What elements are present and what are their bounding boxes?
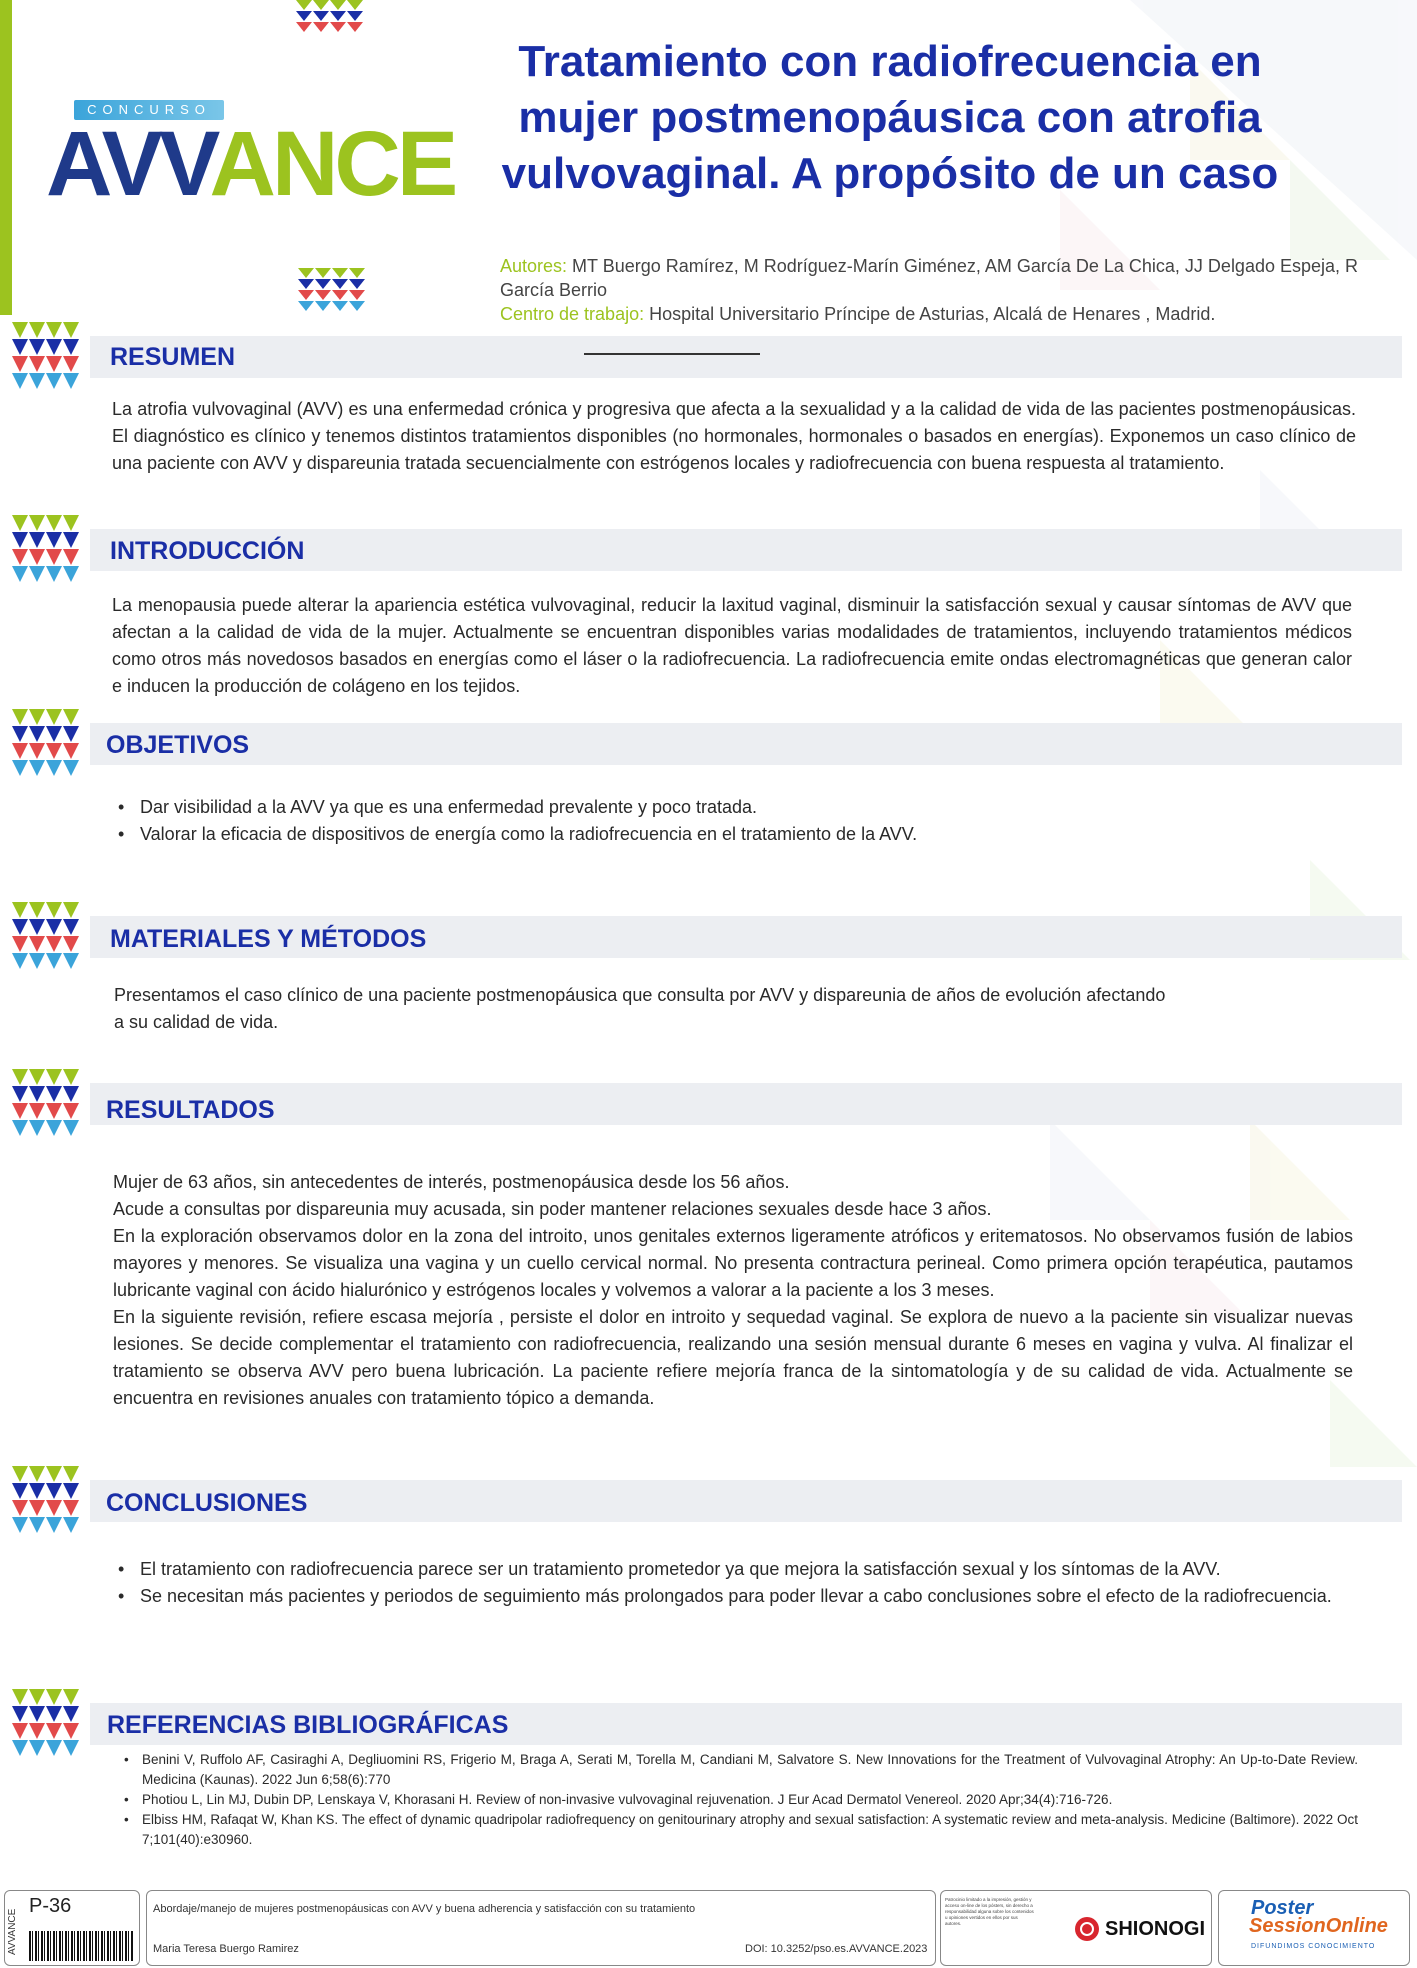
section-title-referencias: REFERENCIAS BIBLIOGRÁFICAS — [107, 1711, 509, 1739]
conclusiones-list — [112, 1556, 1352, 1610]
introduccion-text: La menopausia puede alterar la apariencia estética vulvovaginal, reducir la laxitud vaginal, disminuir la satisfacción sexual y causar síntomas de AVV que afectan a la calidad de vida de la mujer. Actualmente se encuentran disponibles varias modalidades de tratamientos, incluyendo tratamientos médicos como otros más novedosos basados en energías como el láser o la radiofrecuencia. La radiofrecuencia emite ondas electromagnéticas que generan calor e inducen la producción de colágeno en los tejidos. — [112, 595, 1352, 696]
section-title-introduccion: INTRODUCCIÓN — [110, 537, 305, 565]
center-label: Centro de trabajo: — [500, 304, 645, 324]
resultados-text: Mujer de 63 años, sin antecedentes de interés, postmenopáusica desde los 56 años. Acude a consultas por dispareunia muy acusada, sin poder mantener relaciones sexuales desde hace 3 años. En la exploración observamos dolor en la zona del introito, unos genitales externos ligeramente atróficos y eritematosos. No observamos fusión de labios mayores y menores. Se visualiza una vagina y un cuello cervical normal. No presenta contractura perineal. Como primera opción terapéutica, pautamos lubricante vaginal con ácido hialurónico y estrógenos locales y volvemos a valorar a la paciente a los 3 meses. En la siguiente revisión, refiere escasa mejoría , persiste el dolor en introito y sequedad vaginal. Se explora de nuevo a la paciente sin visualizar nuevas lesiones. Se decide complementar el tratamiento con radiofrecuencia, realizando una sesión mensual durante 6 meses en vagina y vulva. Al finalizar el tratamiento se observa AVV pero buena lubricación. La paciente refiere mejoría franca de la sintomatología y de su calidad de vida. Actualmente se encuentra en revisiones anuales con tratamiento tópico a demanda. — [113, 1172, 1353, 1408]
triangle-pattern-icon — [12, 515, 82, 585]
referencias-list — [118, 1750, 1358, 1850]
section-title-materiales: MATERIALES Y MÉTODOS — [110, 925, 427, 953]
list-item: • Se necesitan más pacientes y periodos de seguimiento más prolongados para poder llevar a cabo conclusiones sobre el efecto de la radiofrecuencia. — [112, 1583, 1352, 1610]
list-item: • Valorar la eficacia de dispositivos de energía como la radiofrecuencia en el tratamiento de la AVV. — [112, 821, 1352, 848]
triangle-pattern-icon — [12, 902, 82, 972]
sponsor-note: Patrocinio limitado a la impresión, gestión y acceso on-line de los pósters, sin derecho a responsabilidad alguna sobre los contenidos u opiniones vertidos en ellos por sus autores. — [945, 1897, 1034, 1926]
list-item: • Benini V, Ruffolo AF, Casiraghi A, Degliuomini RS, Frigerio M, Braga A, Serati M, Torella M, Candiani M, Salvatore S. New Innovations for the Treatment of Vulvovaginal Atrophy: An Up-to-Date Review. Medicina (Kaunas). 2022 Jun 6;58(6):770 — [118, 1750, 1358, 1790]
triangle-pattern-icon — [12, 1069, 82, 1139]
triangle-pattern-icon — [12, 322, 82, 392]
triangle-pattern-icon — [296, 0, 364, 32]
section-bar-objetivos — [90, 723, 1402, 765]
section-bar-resumen — [90, 336, 1402, 378]
center-name: Hospital Universitario Príncipe de Asturias, Alcalá de Henares , Madrid. — [644, 304, 1216, 324]
authors-block — [500, 254, 1380, 326]
section-title-conclusiones: CONCLUSIONES — [106, 1489, 308, 1517]
authors-label: Autores: — [500, 256, 568, 276]
barcode — [29, 1931, 133, 1961]
poster-subtitle: Abordaje/manejo de mujeres postmenopáusicas con AVV y buena adherencia y satisfacción con su tratamiento — [153, 1903, 696, 1915]
list-item: • El tratamiento con radiofrecuencia parece ser un tratamiento prometedor ya que mejora la satisfacción sexual y los síntomas de la AVV. — [112, 1556, 1352, 1583]
materiales-text: Presentamos el caso clínico de una paciente postmenopáusica que consulta por AVV y dispareunia de años de evolución afectando a su calidad de vida. — [114, 985, 1166, 1032]
section-title-resumen: RESUMEN — [110, 343, 236, 371]
poster-id-box — [4, 1890, 140, 1966]
resumen-text: La atrofia vulvovaginal (AVV) es una enfermedad crónica y progresiva que afecta a la sexualidad y a la calidad de vida de las pacientes postmenopáusicas. El diagnóstico es clínico y tenemos distintos tratamientos disponibles (no hormonales, hormonales o basados en energías). Exponemos un caso clínico de una paciente con AVV y dispareunia tratada secuencialmente con estrógenos locales y radiofrecuencia con buena respuesta al tratamiento. — [112, 399, 1356, 473]
triangle-pattern-icon — [12, 709, 82, 779]
poster-title: Tratamiento con radiofrecuencia en mujer postmenopáusica con atrofia vulvovaginal. A propósito de un caso — [501, 37, 1279, 198]
logo-tagline: CONCURSO — [74, 100, 224, 120]
pso-box — [1218, 1890, 1410, 1966]
shionogi-icon — [1075, 1917, 1099, 1941]
avvance-logo: AVVANCE — [46, 113, 455, 215]
triangle-pattern-icon — [12, 1466, 82, 1536]
pso-logo-a: Poster — [1251, 1897, 1314, 1919]
authors-names: MT Buergo Ramírez, M Rodríguez-Marín Giménez, AM García De La Chica, JJ Delgado Espeja, R García Berrio — [500, 256, 1359, 300]
poster-id: P-36 — [29, 1895, 72, 1917]
accent-bar — [0, 0, 12, 315]
triangle-pattern-icon — [298, 268, 366, 312]
sponsor-box — [940, 1890, 1212, 1966]
section-title-resultados: RESULTADOS — [106, 1096, 275, 1124]
section-bar-resultados — [90, 1083, 1402, 1125]
list-item: • Elbiss HM, Rafaqat W, Khan KS. The effect of dynamic quadripolar radiofrequency on genitourinary atrophy and sexual satisfaction: A systematic review and meta-analysis. Medicine (Baltimore). 2022 Oct 7;101(40):e30960. — [118, 1810, 1358, 1850]
pso-logo-b: SessionOnline — [1249, 1915, 1388, 1937]
list-item: • Photiou L, Lin MJ, Dubin DP, Lenskaya V, Khorasani H. Review of non-invasive vulvovaginal rejuvenation. J Eur Acad Dermatol Venereol. 2020 Apr;34(4):716-726. — [118, 1790, 1358, 1810]
sponsor-name: SHIONOGI — [1105, 1918, 1206, 1940]
poster-info-box — [146, 1890, 936, 1966]
list-item: • Dar visibilidad a la AVV ya que es una enfermedad prevalente y poco tratada. — [112, 794, 1352, 821]
triangle-pattern-icon — [12, 1689, 82, 1759]
title-divider — [584, 353, 760, 355]
poster-author: Maria Teresa Buergo Ramirez — [153, 1943, 299, 1955]
section-title-objetivos: OBJETIVOS — [106, 731, 250, 759]
side-label: AVVANCE — [7, 1908, 18, 1955]
poster-doi[interactable]: DOI: 10.3252/pso.es.AVVANCE.2023 — [745, 1943, 928, 1955]
poster-footer — [0, 1888, 1417, 1968]
pso-tagline: DIFUNDIMOS CONOCIMIENTO — [1251, 1943, 1376, 1950]
objetivos-list — [112, 794, 1352, 848]
